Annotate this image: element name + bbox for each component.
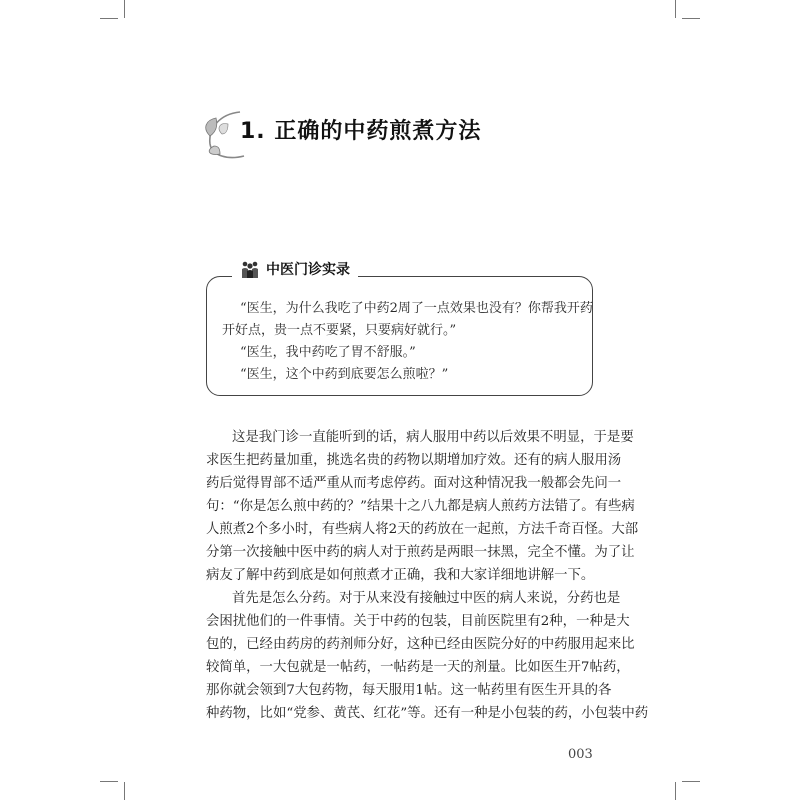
body-text-line: 那你就会领到7大包药物，每天服用1帖。这一帖药里有医生开具的各	[206, 683, 612, 698]
body-text-line: 病友了解中药到底是如何煎煮才正确，我和大家详细地讲解一下。	[206, 568, 595, 583]
body-text-line: 包的，已经由药房的药剂师分好，这种已经由医院分好的中药服用起来比	[206, 637, 635, 652]
body-text-line: 药后觉得胃部不适严重从而考虑停药。面对这种情况我一般都会先问一	[206, 476, 622, 491]
body-text-line: 会困扰他们的一件事情。关于中药的包装，目前医院里有2种，一种是大	[206, 614, 630, 629]
page-number: 003	[568, 747, 593, 762]
dialog-line: “医生，我中药吃了胃不舒服。”	[240, 345, 416, 360]
body-text-line: 分第一次接触中医中药的病人对于煎药是两眼一抹黑，完全不懂。为了让	[206, 545, 635, 560]
dialog-line: “医生，为什么我吃了中药2周了一点效果也没有？你帮我开药	[240, 301, 593, 316]
dialog-line: “医生，这个中药到底要怎么煎啦？”	[240, 367, 449, 382]
crop-mark	[124, 782, 125, 800]
crop-mark	[682, 18, 700, 19]
crop-mark	[675, 0, 676, 18]
body-text-line: 句：“你是怎么煎中药的？”结果十之八九都是病人煎药方法错了。有些病	[206, 499, 635, 514]
body-text-line: 人煎煮2个多小时，有些病人将2天的药放在一起煎，方法千奇百怪。大部	[206, 522, 639, 537]
crop-mark	[675, 782, 676, 800]
crop-mark	[124, 0, 125, 18]
people-icon	[240, 259, 260, 279]
chapter-title: 1. 正确的中药煎煮方法	[240, 119, 482, 144]
dialog-line: 开好点，贵一点不要紧，只要病好就行。”	[222, 323, 457, 338]
body-text-line: 种药物，比如“党参、黄芪、红花”等。还有一种是小包装的药，小包装中药	[206, 706, 649, 721]
crop-mark	[682, 781, 700, 782]
case-record-title: 中医门诊实录	[266, 262, 350, 278]
crop-mark	[100, 18, 118, 19]
body-text-line: 首先是怎么分药。对于从来没有接触过中医的病人来说，分药也是	[232, 591, 621, 606]
crop-mark	[100, 781, 118, 782]
body-text-line: 这是我门诊一直能听到的话，病人服用中药以后效果不明显，于是要	[232, 430, 634, 445]
case-record-header	[232, 258, 358, 280]
body-text-line: 求医生把药量加重，挑选名贵的药物以期增加疗效。还有的病人服用汤	[206, 453, 622, 468]
body-text-line: 较简单，一大包就是一帖药，一帖药是一天的剂量。比如医生开7帖药，	[206, 660, 630, 675]
